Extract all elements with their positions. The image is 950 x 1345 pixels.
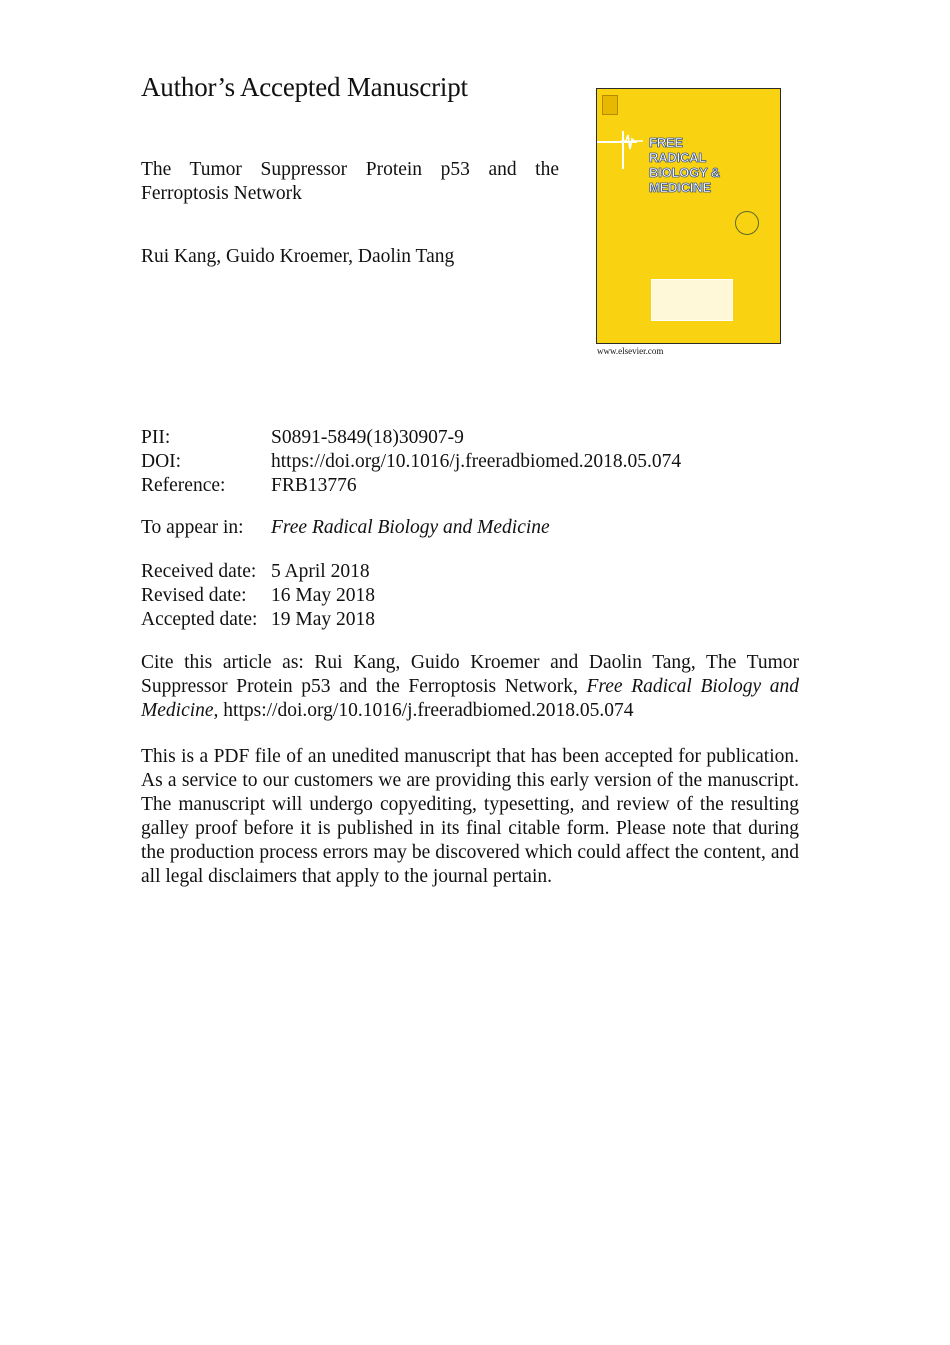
received-label: Received date: bbox=[141, 561, 257, 582]
received-value: 5 April 2018 bbox=[271, 561, 370, 582]
cover-meeting-box bbox=[651, 279, 733, 321]
doi-label: DOI: bbox=[141, 451, 182, 472]
appear-label: To appear in: bbox=[141, 517, 244, 538]
accepted-label: Accepted date: bbox=[141, 609, 258, 630]
article-title: The Tumor Suppressor Protein p53 and the Ferroptosis Network bbox=[141, 159, 559, 204]
reference-label: Reference: bbox=[141, 475, 226, 496]
manuscript-metadata bbox=[141, 426, 801, 636]
cover-journal-title: FREE RADICAL BIOLOGY & MEDICINE bbox=[649, 135, 720, 195]
accepted-value: 19 May 2018 bbox=[271, 609, 375, 630]
reference-value: FRB13776 bbox=[271, 475, 357, 496]
citation-doi: https://doi.org/10.1016/j.freeradbiomed.2018.05.074 bbox=[218, 700, 634, 721]
doi-value: https://doi.org/10.1016/j.freeradbiomed.2018.05.074 bbox=[271, 451, 682, 472]
citation-text: Cite this article as: Rui Kang, Guido Kroemer and Daolin Tang, The Tumor Suppressor Protein p53 and the Ferroptosis Network, bbox=[141, 652, 799, 697]
disclaimer-paragraph bbox=[141, 745, 799, 889]
journal-cover-image bbox=[596, 88, 781, 344]
elsevier-url: www.elsevier.com bbox=[597, 346, 664, 356]
elsevier-tree-icon bbox=[602, 95, 618, 115]
revised-label: Revised date: bbox=[141, 585, 247, 606]
pii-value: S0891-5849(18)30907-9 bbox=[271, 427, 464, 448]
society-seal-icon bbox=[735, 211, 759, 235]
manuscript-header: Author’s Accepted Manuscript bbox=[141, 72, 468, 102]
disclaimer-text: This is a PDF file of an unedited manuscript that has been accepted for publication. As a service to our customers we are providing this early version of the manuscript. The manuscript will undergo copyediting, typesetting, and review of the resulting galley proof before it is published in its final citable form. Please note that during the production process errors may be discovered which could affect the content, and all legal disclaimers that apply to the journal pertain. bbox=[141, 746, 799, 887]
article-authors: Rui Kang, Guido Kroemer, Daolin Tang bbox=[141, 246, 455, 267]
pii-label: PII: bbox=[141, 427, 171, 448]
pulse-wave-icon bbox=[621, 131, 643, 155]
appear-value: Free Radical Biology and Medicine bbox=[271, 517, 550, 538]
revised-value: 16 May 2018 bbox=[271, 585, 375, 606]
citation-paragraph bbox=[141, 651, 799, 723]
citation-journal: Free Radical Biology and Medicine, bbox=[141, 676, 800, 721]
